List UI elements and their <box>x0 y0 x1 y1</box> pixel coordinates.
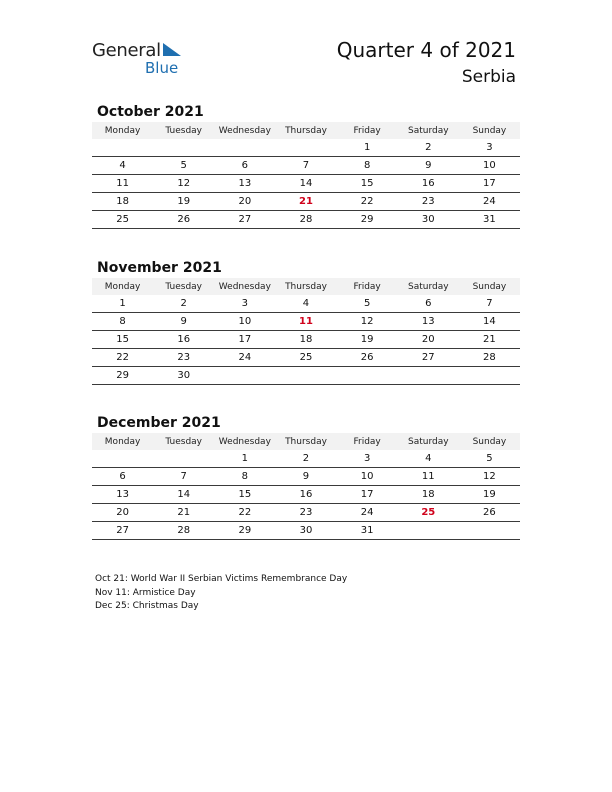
day-cell: 20 <box>214 193 275 211</box>
weekday-header: Monday <box>92 122 153 139</box>
holiday-day-cell: 11 <box>275 313 336 331</box>
week-row <box>92 139 520 157</box>
day-cell: 12 <box>459 468 520 486</box>
day-cell: 30 <box>153 367 214 385</box>
month-title: November 2021 <box>97 260 222 276</box>
weekday-header: Tuesday <box>153 278 214 295</box>
day-cell: 15 <box>337 175 398 193</box>
day-cell: 6 <box>92 468 153 486</box>
weekday-header: Saturday <box>398 433 459 450</box>
week-row <box>92 367 520 385</box>
day-cell: 11 <box>398 468 459 486</box>
calendar-table <box>92 433 520 540</box>
day-cell: 23 <box>398 193 459 211</box>
empty-day-cell <box>398 367 459 385</box>
empty-day-cell <box>92 139 153 157</box>
day-cell: 4 <box>398 450 459 468</box>
weekday-header: Tuesday <box>153 122 214 139</box>
day-cell: 27 <box>214 211 275 229</box>
day-cell: 29 <box>337 211 398 229</box>
day-cell: 13 <box>92 486 153 504</box>
day-cell: 20 <box>92 504 153 522</box>
day-cell: 29 <box>214 522 275 540</box>
day-cell: 21 <box>153 504 214 522</box>
weekday-header-row <box>92 433 520 450</box>
empty-day-cell <box>459 367 520 385</box>
weekday-header: Saturday <box>398 278 459 295</box>
weekday-header: Sunday <box>459 278 520 295</box>
weekday-header: Saturday <box>398 122 459 139</box>
day-cell: 14 <box>153 486 214 504</box>
day-cell: 23 <box>153 349 214 367</box>
day-cell: 22 <box>214 504 275 522</box>
month-title: October 2021 <box>97 104 204 120</box>
weekday-header: Sunday <box>459 122 520 139</box>
day-cell: 7 <box>153 468 214 486</box>
month-october <box>92 102 520 229</box>
day-cell: 11 <box>92 175 153 193</box>
day-cell: 9 <box>275 468 336 486</box>
day-cell: 9 <box>398 157 459 175</box>
day-cell: 16 <box>275 486 336 504</box>
day-cell: 18 <box>275 331 336 349</box>
holiday-note: Oct 21: World War II Serbian Victims Remembrance Day <box>95 574 348 584</box>
week-row <box>92 522 520 540</box>
empty-day-cell <box>153 450 214 468</box>
weekday-header: Thursday <box>275 122 336 139</box>
empty-day-cell <box>275 139 336 157</box>
day-cell: 10 <box>214 313 275 331</box>
empty-day-cell <box>214 367 275 385</box>
day-cell: 14 <box>459 313 520 331</box>
day-cell: 26 <box>459 504 520 522</box>
week-row <box>92 450 520 468</box>
brand-logo <box>92 40 192 80</box>
week-row <box>92 331 520 349</box>
day-cell: 6 <box>398 295 459 313</box>
calendar-table <box>92 122 520 229</box>
day-cell: 31 <box>337 522 398 540</box>
day-cell: 14 <box>275 175 336 193</box>
day-cell: 19 <box>459 486 520 504</box>
day-cell: 13 <box>214 175 275 193</box>
day-cell: 16 <box>153 331 214 349</box>
day-cell: 27 <box>92 522 153 540</box>
day-cell: 17 <box>214 331 275 349</box>
day-cell: 2 <box>153 295 214 313</box>
country-name: Serbia <box>461 67 516 87</box>
day-cell: 28 <box>153 522 214 540</box>
weekday-header: Wednesday <box>214 122 275 139</box>
day-cell: 30 <box>275 522 336 540</box>
day-cell: 4 <box>275 295 336 313</box>
day-cell: 26 <box>153 211 214 229</box>
day-cell: 8 <box>92 313 153 331</box>
empty-day-cell <box>459 522 520 540</box>
day-cell: 13 <box>398 313 459 331</box>
weekday-header: Monday <box>92 278 153 295</box>
day-cell: 4 <box>92 157 153 175</box>
day-cell: 12 <box>153 175 214 193</box>
logo-text-general: General <box>92 40 161 61</box>
logo-text-blue: Blue <box>145 59 179 77</box>
day-cell: 2 <box>398 139 459 157</box>
holiday-note: Dec 25: Christmas Day <box>95 601 199 611</box>
week-row <box>92 504 520 522</box>
day-cell: 16 <box>398 175 459 193</box>
calendar-table <box>92 278 520 385</box>
day-cell: 15 <box>214 486 275 504</box>
day-cell: 10 <box>459 157 520 175</box>
day-cell: 22 <box>337 193 398 211</box>
day-cell: 15 <box>92 331 153 349</box>
day-cell: 24 <box>459 193 520 211</box>
holiday-note: Nov 11: Armistice Day <box>95 587 196 598</box>
day-cell: 21 <box>459 331 520 349</box>
day-cell: 3 <box>459 139 520 157</box>
day-cell: 29 <box>92 367 153 385</box>
day-cell: 20 <box>398 331 459 349</box>
empty-day-cell <box>92 450 153 468</box>
empty-day-cell <box>337 367 398 385</box>
day-cell: 9 <box>153 313 214 331</box>
day-cell: 19 <box>337 331 398 349</box>
day-cell: 8 <box>337 157 398 175</box>
day-cell: 28 <box>275 211 336 229</box>
day-cell: 8 <box>214 468 275 486</box>
day-cell: 7 <box>275 157 336 175</box>
empty-day-cell <box>275 367 336 385</box>
week-row <box>92 175 520 193</box>
weekday-header: Thursday <box>275 278 336 295</box>
day-cell: 26 <box>337 349 398 367</box>
week-row <box>92 211 520 229</box>
month-december <box>92 413 520 540</box>
day-cell: 18 <box>398 486 459 504</box>
empty-day-cell <box>214 139 275 157</box>
day-cell: 1 <box>214 450 275 468</box>
month-title: December 2021 <box>97 415 221 431</box>
weekday-header: Thursday <box>275 433 336 450</box>
week-row <box>92 313 520 331</box>
day-cell: 5 <box>337 295 398 313</box>
week-row <box>92 468 520 486</box>
weekday-header-row <box>92 122 520 139</box>
weekday-header: Monday <box>92 433 153 450</box>
weekday-header: Wednesday <box>214 278 275 295</box>
day-cell: 24 <box>214 349 275 367</box>
weekday-header: Sunday <box>459 433 520 450</box>
day-cell: 22 <box>92 349 153 367</box>
weekday-header: Wednesday <box>214 433 275 450</box>
day-cell: 31 <box>459 211 520 229</box>
day-cell: 1 <box>92 295 153 313</box>
logo-triangle-icon <box>161 43 181 58</box>
day-cell: 28 <box>459 349 520 367</box>
day-cell: 2 <box>275 450 336 468</box>
day-cell: 24 <box>337 504 398 522</box>
day-cell: 27 <box>398 349 459 367</box>
week-row <box>92 193 520 211</box>
day-cell: 5 <box>153 157 214 175</box>
day-cell: 3 <box>214 295 275 313</box>
page-title: Quarter 4 of 2021 <box>336 38 516 62</box>
holiday-day-cell: 21 <box>275 193 336 211</box>
day-cell: 19 <box>153 193 214 211</box>
week-row <box>92 295 520 313</box>
week-row <box>92 486 520 504</box>
weekday-header-row <box>92 278 520 295</box>
weekday-header: Friday <box>337 122 398 139</box>
empty-day-cell <box>398 522 459 540</box>
day-cell: 17 <box>337 486 398 504</box>
day-cell: 10 <box>337 468 398 486</box>
day-cell: 6 <box>214 157 275 175</box>
day-cell: 23 <box>275 504 336 522</box>
day-cell: 30 <box>398 211 459 229</box>
day-cell: 5 <box>459 450 520 468</box>
day-cell: 1 <box>337 139 398 157</box>
day-cell: 7 <box>459 295 520 313</box>
weekday-header: Friday <box>337 433 398 450</box>
weekday-header: Friday <box>337 278 398 295</box>
day-cell: 25 <box>92 211 153 229</box>
week-row <box>92 349 520 367</box>
day-cell: 17 <box>459 175 520 193</box>
day-cell: 18 <box>92 193 153 211</box>
month-november <box>92 258 520 385</box>
weekday-header: Tuesday <box>153 433 214 450</box>
holiday-day-cell: 25 <box>398 504 459 522</box>
day-cell: 3 <box>337 450 398 468</box>
week-row <box>92 157 520 175</box>
holiday-notes <box>95 573 347 614</box>
day-cell: 12 <box>337 313 398 331</box>
day-cell: 25 <box>275 349 336 367</box>
empty-day-cell <box>153 139 214 157</box>
